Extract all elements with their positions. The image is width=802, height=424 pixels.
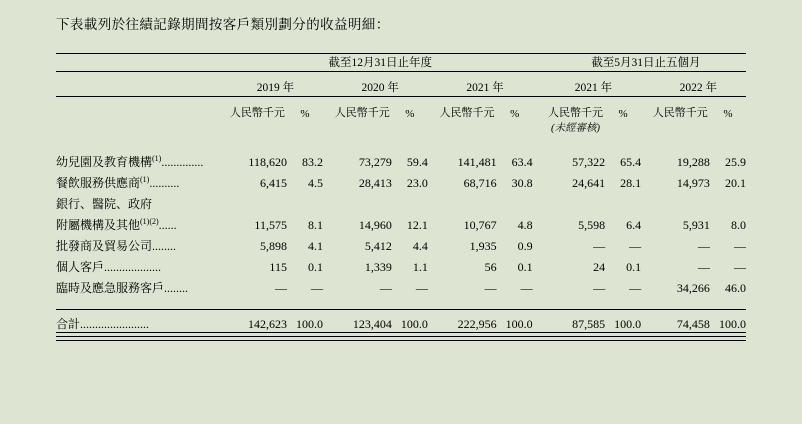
cell-0-8: 19,288 (676, 155, 710, 169)
cell-6-4: — (484, 281, 497, 295)
cell-1-9: 20.1 (725, 176, 746, 190)
cell-4-6: — (593, 239, 606, 253)
cell-1-3: 23.0 (406, 176, 428, 190)
pct-header-2020: % (405, 108, 415, 120)
cell-6-9: 46.0 (725, 281, 746, 295)
pct-header-2021-interim: % (618, 108, 628, 120)
cell-1-6: 24,641 (572, 176, 606, 190)
cell-0-5: 63.4 (511, 155, 533, 169)
cell-3-0: 11,575 (254, 218, 287, 232)
cell-5-2: 1,339 (364, 260, 392, 274)
cell-4-1: 4.1 (308, 239, 323, 253)
cell-4-9: — (734, 239, 746, 253)
table-row (56, 170, 746, 191)
cell-3-8: 5,931 (682, 218, 710, 232)
unit-header-2021: 人民幣千元 (439, 107, 495, 119)
unit-header-2019: 人民幣千元 (229, 107, 285, 119)
cell-6-7: — (629, 281, 642, 295)
cell-1-0: 6,415 (259, 176, 287, 190)
row-label-5: 個人客戶................... (56, 260, 162, 274)
group-header-interim: 截至5月31日止五個月 (591, 57, 701, 69)
table-row (56, 149, 746, 170)
cell-0-3: 59.4 (406, 155, 428, 169)
table-row (56, 191, 746, 212)
table-row (56, 212, 746, 233)
year-header-2021: 2021 年 (466, 82, 504, 94)
cell-3-1: 8.1 (308, 218, 323, 232)
cell-6-6: — (593, 281, 606, 295)
cell-5-1: 0.1 (308, 260, 323, 274)
table-row (56, 233, 746, 254)
cell-4-7: — (629, 239, 642, 253)
cell-1-1: 4.5 (308, 176, 323, 190)
cell-3-6: 5,598 (578, 218, 606, 232)
total-label: 合計....................... (56, 317, 150, 331)
table-row (56, 275, 746, 296)
row-label-4: 批發商及貿易公司........ (56, 239, 177, 253)
cell-5-7: 0.1 (626, 260, 642, 274)
pct-header-2019: % (300, 108, 310, 120)
revenue-breakdown-table (56, 52, 746, 341)
year-header-2020: 2020 年 (361, 82, 399, 94)
cell-3-4: 10,767 (463, 218, 497, 232)
cell-0-2: 73,279 (358, 155, 392, 169)
cell-1-7: 28.1 (620, 176, 642, 190)
total-cell-7: 100.0 (614, 317, 642, 331)
cell-5-3: 1.1 (412, 260, 428, 274)
cell-4-3: 4.4 (412, 239, 428, 253)
total-cell-5: 100.0 (505, 317, 533, 331)
table-row (56, 254, 746, 275)
unit-header-2022-interim: 人民幣千元 (652, 107, 708, 119)
row-label-0: 幼兒園及教育機構$^{(1)}$.............. (56, 154, 204, 169)
total-bottom-rule-2 (56, 337, 746, 341)
cell-0-1: 83.2 (302, 155, 323, 169)
row-label-3: 附屬機構及其他$^{(1)(2)}$...... (56, 217, 177, 232)
cell-0-7: 65.4 (620, 155, 642, 169)
year-header-2022-interim: 2022 年 (679, 82, 718, 94)
year-header-2021-interim: 2021 年 (574, 82, 613, 94)
group-header-row (56, 54, 746, 71)
total-cell-8: 74,458 (676, 317, 710, 331)
cell-0-6: 57,322 (572, 155, 606, 169)
cell-3-5: 4.8 (517, 218, 533, 232)
cell-4-4: 1,935 (469, 239, 497, 253)
cell-4-0: 5,898 (259, 239, 287, 253)
pct-header-2021: % (510, 108, 520, 120)
unit-header-row (56, 104, 746, 120)
unit-header-2020: 人民幣千元 (334, 107, 390, 119)
year-header-2019: 2019 年 (256, 82, 295, 94)
cell-6-2: — (379, 281, 392, 295)
unaudited-note-row (56, 120, 746, 135)
cell-0-0: 118,620 (248, 155, 287, 169)
cell-3-7: 6.4 (626, 218, 642, 232)
cell-3-9: 8.0 (731, 218, 746, 232)
cell-4-8: — (697, 239, 710, 253)
cell-5-0: 115 (269, 260, 287, 274)
year-header-row (56, 79, 746, 95)
total-cell-1: 100.0 (296, 317, 323, 331)
cell-5-8: — (697, 260, 710, 274)
cell-0-9: 25.9 (725, 155, 746, 169)
unaudited-note: (未經審核) (550, 123, 600, 134)
group-header-annual: 截至12月31日止年度 (328, 57, 432, 69)
total-spacer (56, 296, 746, 308)
header-spacer-1 (56, 72, 746, 80)
cell-1-8: 14,973 (676, 176, 710, 190)
total-cell-6: 87,585 (572, 317, 606, 331)
cell-5-9: — (734, 260, 746, 274)
cell-4-2: 5,412 (364, 239, 392, 253)
cell-0-4: 141,481 (457, 155, 497, 169)
cell-6-5: — (520, 281, 533, 295)
unit-header-2021-interim: 人民幣千元 (547, 107, 603, 119)
body-spacer (56, 135, 746, 149)
row-label-6: 臨時及應急服務客戶........ (56, 281, 189, 295)
cell-6-3: — (415, 281, 428, 295)
cell-3-3: 12.1 (406, 218, 428, 232)
total-cell-0: 142,623 (247, 317, 287, 331)
pct-header-2022-interim: % (723, 108, 733, 120)
cell-1-4: 68,716 (463, 176, 497, 190)
cell-4-5: 0.9 (517, 239, 533, 253)
total-cell-9: 100.0 (719, 317, 746, 331)
cell-1-5: 30.8 (511, 176, 533, 190)
cell-6-1: — (311, 281, 323, 295)
cell-6-8: 34,266 (676, 281, 710, 295)
total-cell-3: 100.0 (400, 317, 428, 331)
intro-paragraph: 下表載列於往績記錄期間按客戶類別劃分的收益明細： (56, 17, 390, 32)
total-cell-4: 222,956 (457, 317, 497, 331)
row-label-2: 銀行、醫院、政府 (56, 197, 153, 211)
cell-5-5: 0.1 (517, 260, 533, 274)
header-spacer-2 (56, 97, 746, 105)
cell-5-4: 56 (484, 260, 497, 274)
total-row (56, 310, 746, 333)
row-label-1: 餐飲服務供應商$^{(1)}$.......... (56, 175, 180, 190)
cell-6-0: — (274, 281, 287, 295)
cell-3-2: 14,960 (358, 218, 392, 232)
total-cell-2: 123,404 (352, 317, 392, 331)
cell-5-6: 24 (593, 260, 606, 274)
cell-1-2: 28,413 (358, 176, 392, 190)
